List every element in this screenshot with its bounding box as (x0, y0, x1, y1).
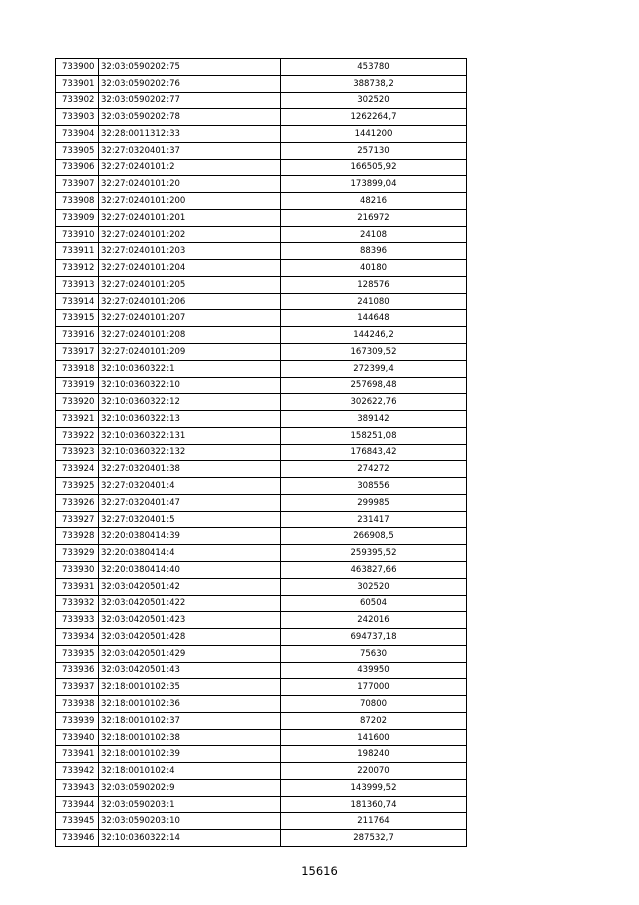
value-cell: 177000 (281, 679, 467, 696)
row-id-cell: 733911 (56, 243, 99, 260)
value-cell: 48216 (281, 193, 467, 210)
cadastral-number-cell: 32:03:0420501:43 (99, 662, 281, 679)
row-id-cell: 733941 (56, 746, 99, 763)
row-id-cell: 733909 (56, 209, 99, 226)
table-row (56, 561, 467, 578)
cadastral-number-cell: 32:28:0011312:33 (99, 126, 281, 143)
cadastral-number-cell: 32:10:0360322:12 (99, 394, 281, 411)
table-row (56, 59, 467, 76)
value-cell: 308556 (281, 478, 467, 495)
table-row (56, 109, 467, 126)
table-row (56, 645, 467, 662)
cadastral-number-cell: 32:03:0420501:429 (99, 645, 281, 662)
value-cell: 220070 (281, 763, 467, 780)
value-cell: 87202 (281, 712, 467, 729)
value-cell: 75630 (281, 645, 467, 662)
cadastral-number-cell: 32:03:0420501:42 (99, 578, 281, 595)
table-row (56, 209, 467, 226)
cadastral-number-cell: 32:27:0240101:200 (99, 193, 281, 210)
row-id-cell: 733923 (56, 444, 99, 461)
row-id-cell: 733937 (56, 679, 99, 696)
value-cell: 257130 (281, 142, 467, 159)
value-cell: 143999,52 (281, 779, 467, 796)
table-row (56, 478, 467, 495)
cadastral-number-cell: 32:03:0420501:428 (99, 629, 281, 646)
cadastral-number-cell: 32:27:0320401:47 (99, 494, 281, 511)
row-id-cell: 733936 (56, 662, 99, 679)
row-id-cell: 733939 (56, 712, 99, 729)
value-cell: 694737,18 (281, 629, 467, 646)
cadastral-number-cell: 32:18:0010102:4 (99, 763, 281, 780)
value-cell: 242016 (281, 612, 467, 629)
value-cell: 274272 (281, 461, 467, 478)
value-cell: 88396 (281, 243, 467, 260)
row-id-cell: 733902 (56, 92, 99, 109)
row-id-cell: 733904 (56, 126, 99, 143)
row-id-cell: 733903 (56, 109, 99, 126)
cadastral-number-cell: 32:03:0590202:76 (99, 75, 281, 92)
table-row (56, 578, 467, 595)
table-row (56, 394, 467, 411)
table-row (56, 729, 467, 746)
value-cell: 302520 (281, 92, 467, 109)
value-cell: 266908,5 (281, 528, 467, 545)
row-id-cell: 733907 (56, 176, 99, 193)
table-row (56, 411, 467, 428)
cadastral-number-cell: 32:18:0010102:35 (99, 679, 281, 696)
row-id-cell: 733927 (56, 511, 99, 528)
value-cell: 144246,2 (281, 327, 467, 344)
table-row (56, 662, 467, 679)
cadastral-number-cell: 32:20:0380414:40 (99, 561, 281, 578)
cadastral-number-cell: 32:18:0010102:38 (99, 729, 281, 746)
row-id-cell: 733917 (56, 344, 99, 361)
cadastral-number-cell: 32:27:0320401:38 (99, 461, 281, 478)
table-row (56, 193, 467, 210)
cadastral-number-cell: 32:27:0320401:37 (99, 142, 281, 159)
value-cell: 388738,2 (281, 75, 467, 92)
cadastral-number-cell: 32:27:0240101:202 (99, 226, 281, 243)
table-row (56, 528, 467, 545)
table-row (56, 126, 467, 143)
value-cell: 241080 (281, 293, 467, 310)
table-row (56, 494, 467, 511)
table-row (56, 796, 467, 813)
table-row (56, 276, 467, 293)
table-row (56, 92, 467, 109)
table-body (56, 59, 467, 847)
row-id-cell: 733934 (56, 629, 99, 646)
table-row (56, 763, 467, 780)
table-row (56, 612, 467, 629)
cadastral-number-cell: 32:18:0010102:39 (99, 746, 281, 763)
cadastral-number-cell: 32:03:0420501:422 (99, 595, 281, 612)
cadastral-number-cell: 32:10:0360322:131 (99, 427, 281, 444)
row-id-cell: 733912 (56, 260, 99, 277)
row-id-cell: 733922 (56, 427, 99, 444)
value-cell: 141600 (281, 729, 467, 746)
table-row (56, 377, 467, 394)
row-id-cell: 733926 (56, 494, 99, 511)
row-id-cell: 733906 (56, 159, 99, 176)
table-row (56, 779, 467, 796)
cadastral-number-cell: 32:03:0590202:75 (99, 59, 281, 76)
value-cell: 257698,48 (281, 377, 467, 394)
row-id-cell: 733901 (56, 75, 99, 92)
row-id-cell: 733931 (56, 578, 99, 595)
page-number: 15616 (301, 864, 338, 878)
table-row (56, 344, 467, 361)
value-cell: 70800 (281, 696, 467, 713)
cadastral-number-cell: 32:27:0240101:204 (99, 260, 281, 277)
row-id-cell: 733925 (56, 478, 99, 495)
row-id-cell: 733919 (56, 377, 99, 394)
value-cell: 287532,7 (281, 830, 467, 847)
cadastral-number-cell: 32:10:0360322:13 (99, 411, 281, 428)
cadastral-number-cell: 32:20:0380414:4 (99, 545, 281, 562)
table-row (56, 595, 467, 612)
table-row (56, 444, 467, 461)
table-row (56, 545, 467, 562)
cadastral-number-cell: 32:27:0240101:205 (99, 276, 281, 293)
value-cell: 453780 (281, 59, 467, 76)
cadastral-number-cell: 32:03:0420501:423 (99, 612, 281, 629)
row-id-cell: 733924 (56, 461, 99, 478)
row-id-cell: 733943 (56, 779, 99, 796)
cadastral-number-cell: 32:03:0590203:10 (99, 813, 281, 830)
value-cell: 389142 (281, 411, 467, 428)
row-id-cell: 733942 (56, 763, 99, 780)
cadastral-number-cell: 32:18:0010102:36 (99, 696, 281, 713)
value-cell: 198240 (281, 746, 467, 763)
cadastral-number-cell: 32:27:0240101:206 (99, 293, 281, 310)
value-cell: 128576 (281, 276, 467, 293)
row-id-cell: 733940 (56, 729, 99, 746)
row-id-cell: 733944 (56, 796, 99, 813)
table-row (56, 75, 467, 92)
row-id-cell: 733916 (56, 327, 99, 344)
value-cell: 299985 (281, 494, 467, 511)
cadastral-number-cell: 32:20:0380414:39 (99, 528, 281, 545)
row-id-cell: 733933 (56, 612, 99, 629)
table-row (56, 159, 467, 176)
table-row (56, 226, 467, 243)
table-row (56, 293, 467, 310)
value-cell: 259395,52 (281, 545, 467, 562)
value-cell: 1262264,7 (281, 109, 467, 126)
value-cell: 272399,4 (281, 360, 467, 377)
cadastral-number-cell: 32:27:0240101:2 (99, 159, 281, 176)
cadastral-number-cell: 32:03:0590202:78 (99, 109, 281, 126)
table-row (56, 310, 467, 327)
row-id-cell: 733938 (56, 696, 99, 713)
cadastral-number-cell: 32:27:0320401:5 (99, 511, 281, 528)
table-row (56, 712, 467, 729)
row-id-cell: 733910 (56, 226, 99, 243)
value-cell: 60504 (281, 595, 467, 612)
value-cell: 158251,08 (281, 427, 467, 444)
table-row (56, 176, 467, 193)
row-id-cell: 733920 (56, 394, 99, 411)
row-id-cell: 733935 (56, 645, 99, 662)
cadastral-number-cell: 32:27:0320401:4 (99, 478, 281, 495)
table-row (56, 679, 467, 696)
cadastral-number-cell: 32:18:0010102:37 (99, 712, 281, 729)
cadastral-number-cell: 32:10:0360322:10 (99, 377, 281, 394)
row-id-cell: 733928 (56, 528, 99, 545)
value-cell: 144648 (281, 310, 467, 327)
table-row (56, 427, 467, 444)
value-cell: 302622,76 (281, 394, 467, 411)
value-cell: 167309,52 (281, 344, 467, 361)
value-cell: 176843,42 (281, 444, 467, 461)
value-cell: 439950 (281, 662, 467, 679)
table-row (56, 461, 467, 478)
table-row (56, 813, 467, 830)
cadastral-value-table (55, 58, 467, 847)
row-id-cell: 733915 (56, 310, 99, 327)
cadastral-number-cell: 32:27:0240101:207 (99, 310, 281, 327)
table-row (56, 142, 467, 159)
table-row (56, 327, 467, 344)
cadastral-number-cell: 32:10:0360322:14 (99, 830, 281, 847)
value-cell: 24108 (281, 226, 467, 243)
row-id-cell: 733913 (56, 276, 99, 293)
table-row (56, 243, 467, 260)
value-cell: 166505,92 (281, 159, 467, 176)
row-id-cell: 733929 (56, 545, 99, 562)
table-row (56, 511, 467, 528)
value-cell: 302520 (281, 578, 467, 595)
row-id-cell: 733905 (56, 142, 99, 159)
row-id-cell: 733921 (56, 411, 99, 428)
row-id-cell: 733932 (56, 595, 99, 612)
table-row (56, 260, 467, 277)
value-cell: 463827,66 (281, 561, 467, 578)
cadastral-number-cell: 32:27:0240101:201 (99, 209, 281, 226)
value-cell: 231417 (281, 511, 467, 528)
cadastral-number-cell: 32:10:0360322:1 (99, 360, 281, 377)
cadastral-number-cell: 32:27:0240101:203 (99, 243, 281, 260)
cadastral-number-cell: 32:03:0590202:77 (99, 92, 281, 109)
cadastral-number-cell: 32:03:0590202:9 (99, 779, 281, 796)
row-id-cell: 733918 (56, 360, 99, 377)
table-row (56, 830, 467, 847)
row-id-cell: 733914 (56, 293, 99, 310)
table-row (56, 746, 467, 763)
value-cell: 173899,04 (281, 176, 467, 193)
row-id-cell: 733930 (56, 561, 99, 578)
table-row (56, 629, 467, 646)
table-row (56, 696, 467, 713)
value-cell: 181360,74 (281, 796, 467, 813)
row-id-cell: 733908 (56, 193, 99, 210)
value-cell: 40180 (281, 260, 467, 277)
row-id-cell: 733945 (56, 813, 99, 830)
cadastral-number-cell: 32:27:0240101:209 (99, 344, 281, 361)
cadastral-number-cell: 32:27:0240101:20 (99, 176, 281, 193)
value-cell: 1441200 (281, 126, 467, 143)
value-cell: 211764 (281, 813, 467, 830)
cadastral-number-cell: 32:27:0240101:208 (99, 327, 281, 344)
row-id-cell: 733946 (56, 830, 99, 847)
row-id-cell: 733900 (56, 59, 99, 76)
table-row (56, 360, 467, 377)
cadastral-number-cell: 32:03:0590203:1 (99, 796, 281, 813)
value-cell: 216972 (281, 209, 467, 226)
cadastral-number-cell: 32:10:0360322:132 (99, 444, 281, 461)
